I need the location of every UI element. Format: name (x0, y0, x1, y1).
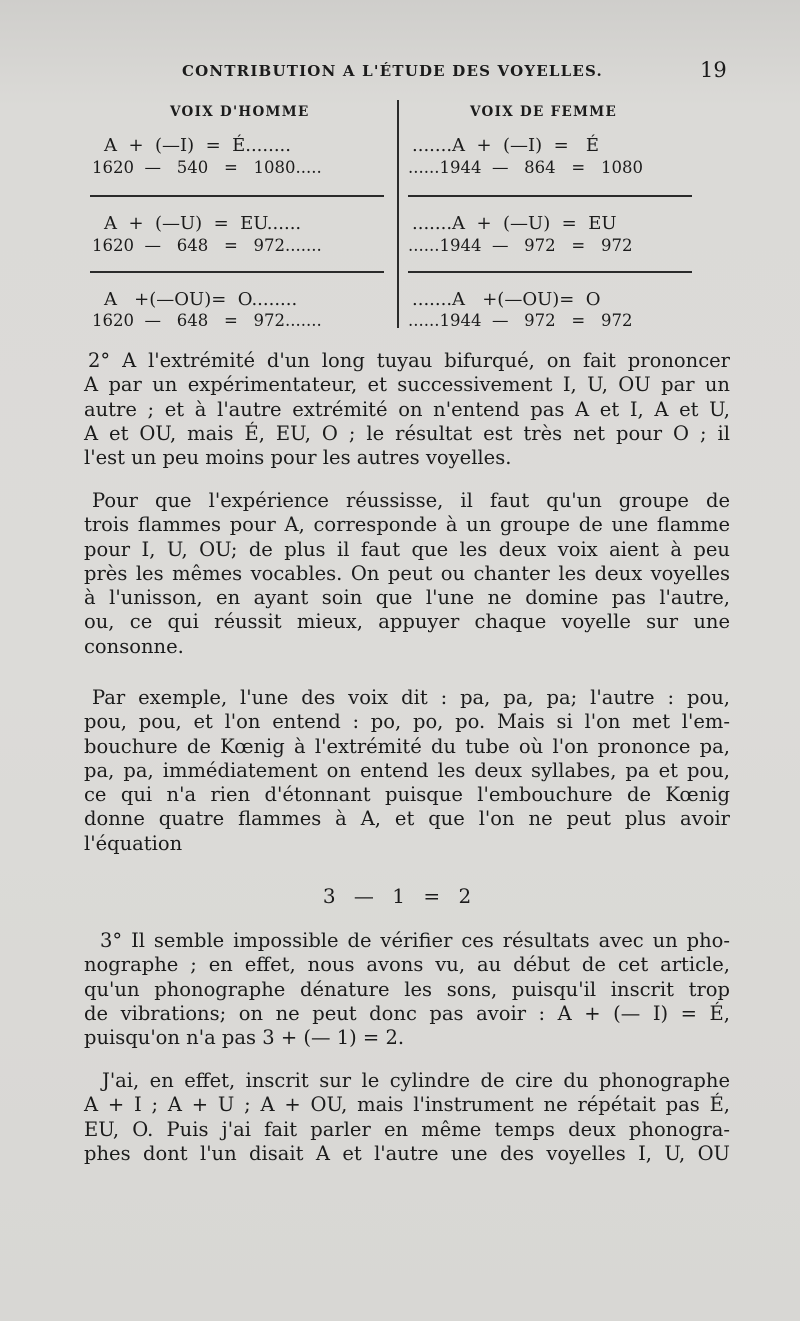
page-header (0, 58, 800, 86)
table-row-2-left-equation: A + (—U) = EU...... (104, 213, 302, 234)
text-line: l'est un peu moins pour les autres voyelles. (84, 446, 512, 470)
text-line: qu'un phonographe dénature les sons, puisqu'il inscrit trop (84, 977, 730, 1001)
paragraph-jai (84, 1069, 730, 1166)
text-line: consonne. (84, 634, 184, 658)
table-row-1-right-numbers: ......1944 — 864 = 1080 (408, 158, 643, 177)
text-line: l'équation (84, 831, 183, 855)
text-line: Pour que l'expérience réussisse, il faut qu'un groupe de (92, 489, 730, 512)
table-row-2-right-equation: .......A + (—U) = EU (412, 213, 617, 234)
column-heading-female: VOIX DE FEMME (470, 104, 618, 120)
table-rule (90, 271, 384, 273)
text-line: A et OU, mais É, EU, O ; le résultat est très net pour O ; il (84, 421, 730, 445)
column-heading-male: VOIX D'HOMME (170, 104, 310, 120)
table-row-1-left-equation: A + (—I) = É........ (104, 135, 292, 156)
table-rule (408, 271, 692, 273)
paragraph-pour-que (84, 489, 730, 659)
table-row-1-left-numbers: 1620 — 540 = 1080..... (92, 158, 322, 177)
table-row-3-right-numbers: ......1944 — 972 = 972 (408, 311, 633, 330)
text-line: 3° Il semble impossible de vérifier ces résultats avec un pho- (100, 929, 730, 952)
text-line: A + I ; A + U ; A + OU, mais l'instrument ne répétait pas É, (84, 1093, 730, 1117)
text-line: pour I, U, OU; de plus il faut que les deux voix aient à peu (84, 537, 730, 561)
table-rule (90, 195, 384, 197)
text-line: phes dont l'un disait A et l'autre une des voyelles I, U, OU (84, 1141, 730, 1165)
table-rule (408, 195, 692, 197)
paragraph-3 (84, 929, 730, 1050)
text-line: 2° A l'extrémité d'un long tuyau bifurqué, on fait prononcer (88, 349, 730, 372)
text-line: nographe ; en effet, nous avons vu, au début de cet article, (84, 953, 730, 977)
text-line: trois flammes pour A, corresponde à un groupe de une flamme (84, 513, 730, 537)
text-line: Par exemple, l'une des voix dit : pa, pa, pa; l'autre : pou, (92, 686, 730, 709)
paragraph-2 (84, 349, 730, 470)
text-line: J'ai, en effet, inscrit sur le cylindre de cire du phonographe (102, 1069, 730, 1092)
text-line: près les mêmes vocables. On peut ou chanter les deux voyelles (84, 561, 730, 585)
table-divider (397, 100, 399, 328)
table-row-2-right-numbers: ......1944 — 972 = 972 (408, 236, 633, 255)
text-line: ou, ce qui réussit mieux, appuyer chaque voyelle sur une (84, 610, 730, 634)
text-line: pa, pa, immédiatement on entend les deux syllabes, pa et pou, (84, 758, 730, 782)
text-line: EU, O. Puis j'ai fait parler en même temps deux phonogra- (84, 1117, 730, 1141)
table-row-3-left-equation: A +(—OU)= O........ (104, 289, 298, 310)
text-line: puisqu'on n'a pas 3 + (— 1) = 2. (84, 1026, 405, 1050)
text-line: donne quatre flammes à A, et que l'on ne peut plus avoir (84, 807, 730, 831)
text-line: de vibrations; on ne peut donc pas avoir : A + (— I) = É, (84, 1001, 730, 1025)
centered-equation: 3 — 1 = 2 (322, 884, 478, 908)
text-line: à l'unisson, en ayant soin que l'une ne domine pas l'autre, (84, 586, 730, 610)
page-number: 19 (700, 58, 727, 82)
table-row-3-right-equation: .......A +(—OU)= O (412, 289, 601, 310)
text-line: bouchure de Kœnig à l'extrémité du tube où l'on prononce pa, (84, 734, 730, 758)
text-line: A par un expérimentateur, et successivement I, U, OU par un (84, 373, 730, 397)
table-row-2-left-numbers: 1620 — 648 = 972....... (92, 236, 322, 255)
text-line: autre ; et à l'autre extrémité on n'entend pas A et I, A et U, (84, 397, 730, 421)
running-title: CONTRIBUTION A L'ÉTUDE DES VOYELLES. (182, 62, 603, 80)
paragraph-par-exemple (84, 686, 730, 856)
table-row-3-left-numbers: 1620 — 648 = 972....... (92, 311, 322, 330)
text-line: ce qui n'a rien d'étonnant puisque l'embouchure de Kœnig (84, 783, 730, 807)
text-line: pou, pou, et l'on entend : po, po, po. Mais si l'on met l'em- (84, 710, 730, 734)
table-row-1-right-equation: .......A + (—I) = É (412, 135, 600, 156)
